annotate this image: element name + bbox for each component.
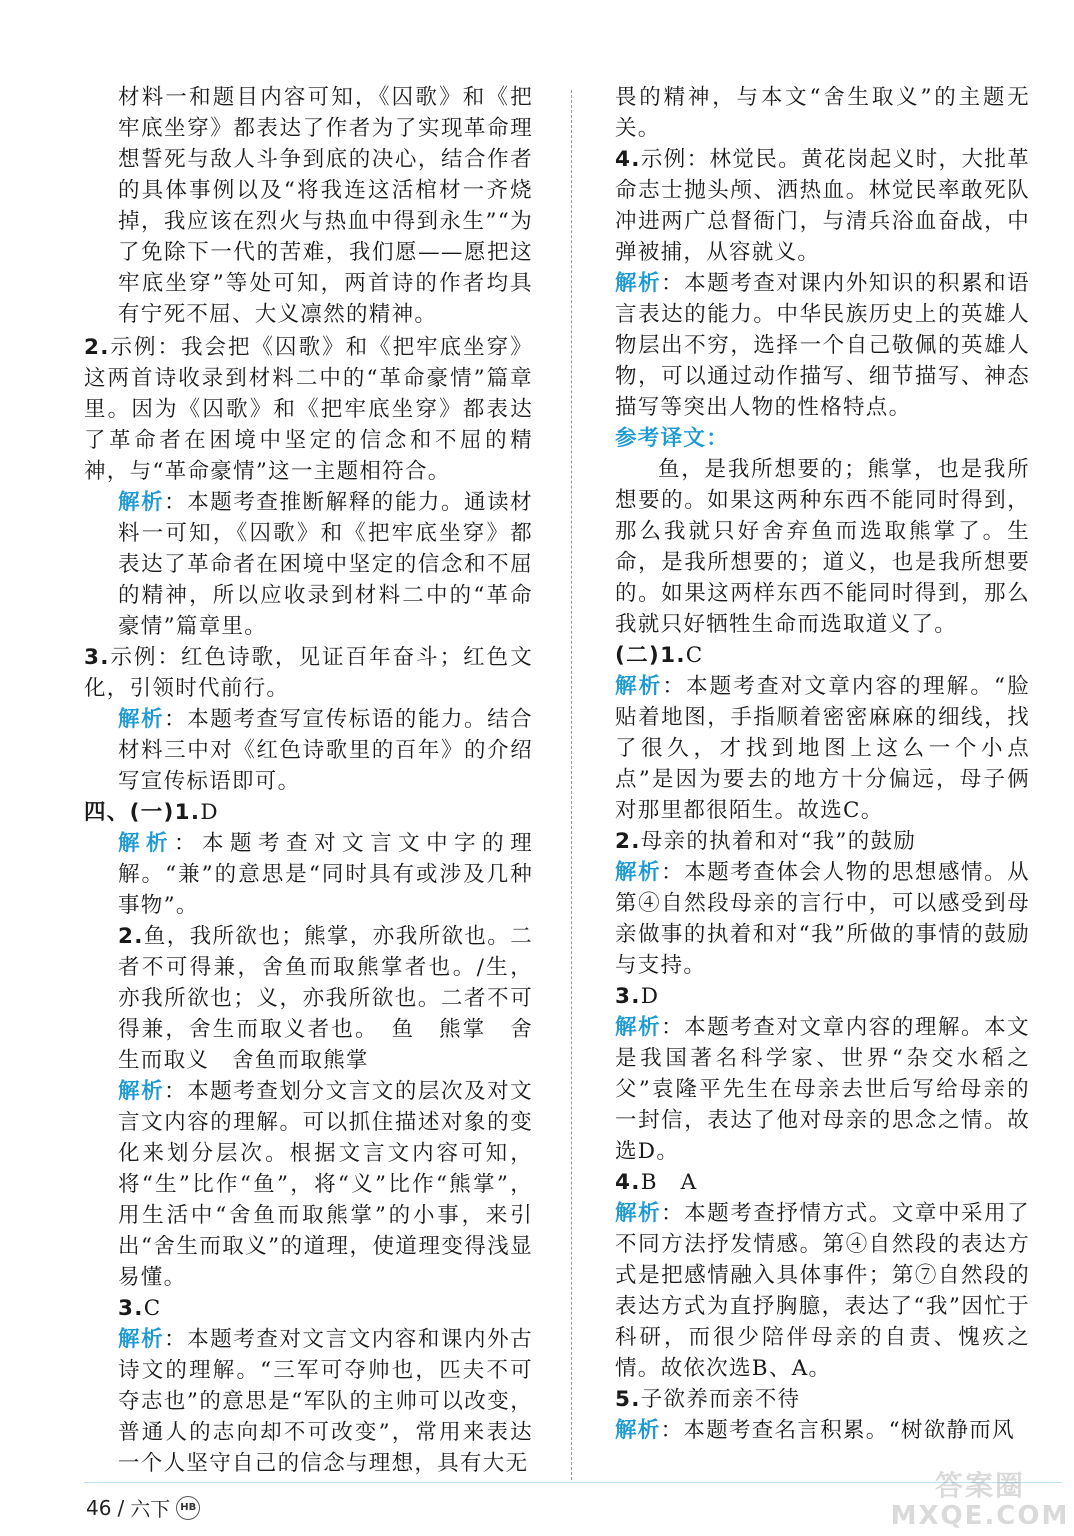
section-title: (二) [615,643,661,668]
question-number: 2. [84,335,110,360]
s4q2-analysis [118,1076,533,1293]
question-number: 3. [615,984,641,1009]
analysis-label: 解析 [615,1015,662,1040]
q2-answer-text: 示例：我会把《囚歌》和《把牢底坐穿》这两首诗收录到材料二中的“革命豪情”篇章里。因为《囚歌》和《把牢底坐穿》都表达了革命者在困境中坚定的信念和不屈的精神，与“革命豪情”这一主题相符合。 [84,335,533,484]
page-footer [86,1493,200,1522]
analysis-text: ：本题考查对课内外知识的积累和语言表达的能力。中华民族历史上的英雄人物层出不穷，选择一个自己敬佩的英雄人物，可以通过动作描写、细节描写、神态描写等突出人物的性格特点。 [615,271,1030,420]
analysis-label: 解析 [118,1079,165,1104]
b1-analysis [615,671,1030,826]
analysis-label: 解析 [615,860,662,885]
analysis-label: 解析 [615,1201,662,1226]
s4q3-answer: C [143,1296,162,1321]
q1-answer-text: 材料一和题目内容可知，《囚歌》和《把牢底坐穿》都表达了作者为了实现革命理想誓死与敌人斗争到底的决心，结合作者的具体事例以及“将我连这活棺材一齐烧掉，我应该在烈火与热血中得到永生”“为了免除下一代的苦难，我们愿——愿把这牢底坐穿”等处可知，两首诗的作者均具有宁死不屈、大义凛然的精神。 [118,85,533,327]
question-number: 2. [615,829,641,854]
analysis-text: ：本题考查抒情方式。文章中采用了不同方法抒发情感。第④自然段的表达方式是把感情融入具体事件；第⑦自然段的表达方式为直抒胸臆，表达了“我”因忙于科研，而很少陪伴母亲的自责、愧疚之情。故依次选B、A。 [615,1201,1030,1381]
s4q4-analysis [615,268,1030,423]
watermark-bottom: MXQE.COM [890,1501,1070,1531]
b3-block [615,981,1030,1012]
section-two-heading [615,640,1030,671]
s4q3-analysis [118,1324,533,1479]
analysis-text: ：本题考查对文章内容的理解。“脸贴着地图，手指顺着密密麻麻的细线，找了很久，才找到地图上这么一个小点点”是因为要去的地方十分偏远，母子俩对那里都很陌生。故选C。 [615,674,1031,823]
question-number: 4. [615,1170,641,1195]
analysis-label: 解析 [615,674,663,699]
translation-colon: ： [706,426,730,451]
s4q1-analysis [118,828,533,921]
q2-analysis [118,487,533,642]
left-column [84,82,533,1479]
analysis-label: 解析 [615,1418,661,1443]
b5-analysis [615,1415,1030,1446]
question-number: 2. [118,924,144,949]
page-number: 46 [86,1495,112,1520]
question-number: 1. [174,800,201,825]
b2-block [615,826,1030,857]
edition-badge-icon: HB [176,1496,200,1520]
analysis-text: ：本题考查对文言文中字的理解。“兼”的意思是“同时具有或涉及几种事物”。 [118,831,533,918]
analysis-label: 解析 [118,707,165,732]
section-four-heading [84,797,533,828]
grade-label: 六下 [130,1497,171,1521]
s4q2-block [118,921,533,1076]
s4q3-analysis-continued: 畏的精神，与本文“舍生取义”的主题无关。 [615,85,1030,141]
analysis-label: 解析 [118,490,165,515]
b5-answer: 子欲养而亲不待 [640,1387,801,1412]
analysis-text: ：本题考查推断解释的能力。通读材料一可知，《囚歌》和《把牢底坐穿》都表达了革命者在困境中坚定的信念和不屈的精神，所以应收录到材料二中的“革命豪情”篇章里。 [118,490,533,639]
question-number: 4. [615,147,641,172]
analysis-text: ：本题考查对文言文内容和课内外古诗文的理解。“三军可夺帅也，匹夫不可夺志也”的意思是“军队的主帅可以改变，普通人的志向却不可改变”，常用来表达一个人坚守自己的信念与理想，具有大无 [118,1327,533,1476]
s4q2-answer-text: 鱼，我所欲也；熊掌，亦我所欲也。二者不可得兼，舍鱼而取熊掌者也。/生，亦我所欲也；义，亦我所欲也。二者不可得兼，舍生而取义者也。 鱼 熊掌 舍生而取义 舍鱼而取熊掌 [118,924,533,1073]
s4q3-block [118,1293,533,1324]
analysis-label: 解析 [118,1327,165,1352]
question-number: 3. [118,1296,144,1321]
analysis-label: 解析 [615,271,662,296]
section-title: 四、(一) [84,800,175,825]
watermark-top: 答案圈 [934,1469,1025,1502]
b4-analysis [615,1198,1030,1384]
right-column [615,82,1030,1446]
question-number: 5. [615,1387,641,1412]
analysis-text: ：本题考查对文章内容的理解。本文是我国著名科学家、世界“杂交水稻之父”袁隆平先生在母亲去世后写给母亲的一封信，表达了他对母亲的思念之情。故选D。 [615,1015,1030,1164]
q3-block [84,642,533,704]
b4-answer: B A [640,1170,698,1195]
s4q1-answer: D [200,800,219,825]
q3-analysis [118,704,533,797]
column-divider [571,90,572,1480]
analysis-text: ：本题考查写宣传标语的能力。结合材料三中对《红色诗歌里的百年》的介绍写宣传标语即可。 [118,707,533,794]
q2-block [84,332,533,487]
translation-label: 参考译文 [615,426,707,451]
question-number: 3. [84,645,110,670]
analysis-text: ：本题考查体会人物的思想感情。从第④自然段母亲的言行中，可以感受到母亲做事的执着和对“我”所做的事情的鼓励与支持。 [615,860,1030,978]
b5-block [615,1384,1030,1415]
s4q4-answer-text: 示例：林觉民。黄花岗起义时，大批革命志士抛头颅、洒热血。林觉民率敢死队冲进两广总督衙门，与清兵浴血奋战，中弹被捕，从容就义。 [615,147,1030,265]
translation-heading [615,423,1030,454]
analysis-text: ：本题考查划分文言文的层次及对文言文内容的理解。可以抓住描述对象的变化来划分层次。根据文言文内容可知，将“生”比作“鱼”，将“义”比作“熊掌”，用生活中“舍鱼而取熊掌”的小事，来引出“舍生而取义”的道理，使道理变得浅显易懂。 [118,1079,533,1290]
s4q4-block [615,144,1030,268]
analysis-text: ：本题考查名言积累。“树欲静而风 [660,1418,1015,1443]
translation-text: 鱼，是我所想要的；熊掌，也是我所想要的。如果这两种东西不能同时得到，那么我就只好舍弃鱼而选取熊掌了。生命，是我所想要的；道义，也是我所想要的。如果这两样东西不能同时得到，那么我就只好牺牲生命而选取道义了。 [615,457,1030,637]
b1-answer: C [685,643,704,668]
b3-analysis [615,1012,1030,1167]
b2-answer: 母亲的执着和对“我”的鼓励 [640,829,917,854]
b3-answer: D [640,984,660,1009]
b4-block [615,1167,1030,1198]
analysis-label: 解析 [118,831,175,856]
watermark-logo [890,1470,1070,1534]
b2-analysis [615,857,1030,981]
footer-separator: / [117,1495,125,1520]
question-number: 1. [660,643,686,668]
q3-answer-text: 示例：红色诗歌，见证百年奋斗；红色文化，引领时代前行。 [84,645,533,701]
